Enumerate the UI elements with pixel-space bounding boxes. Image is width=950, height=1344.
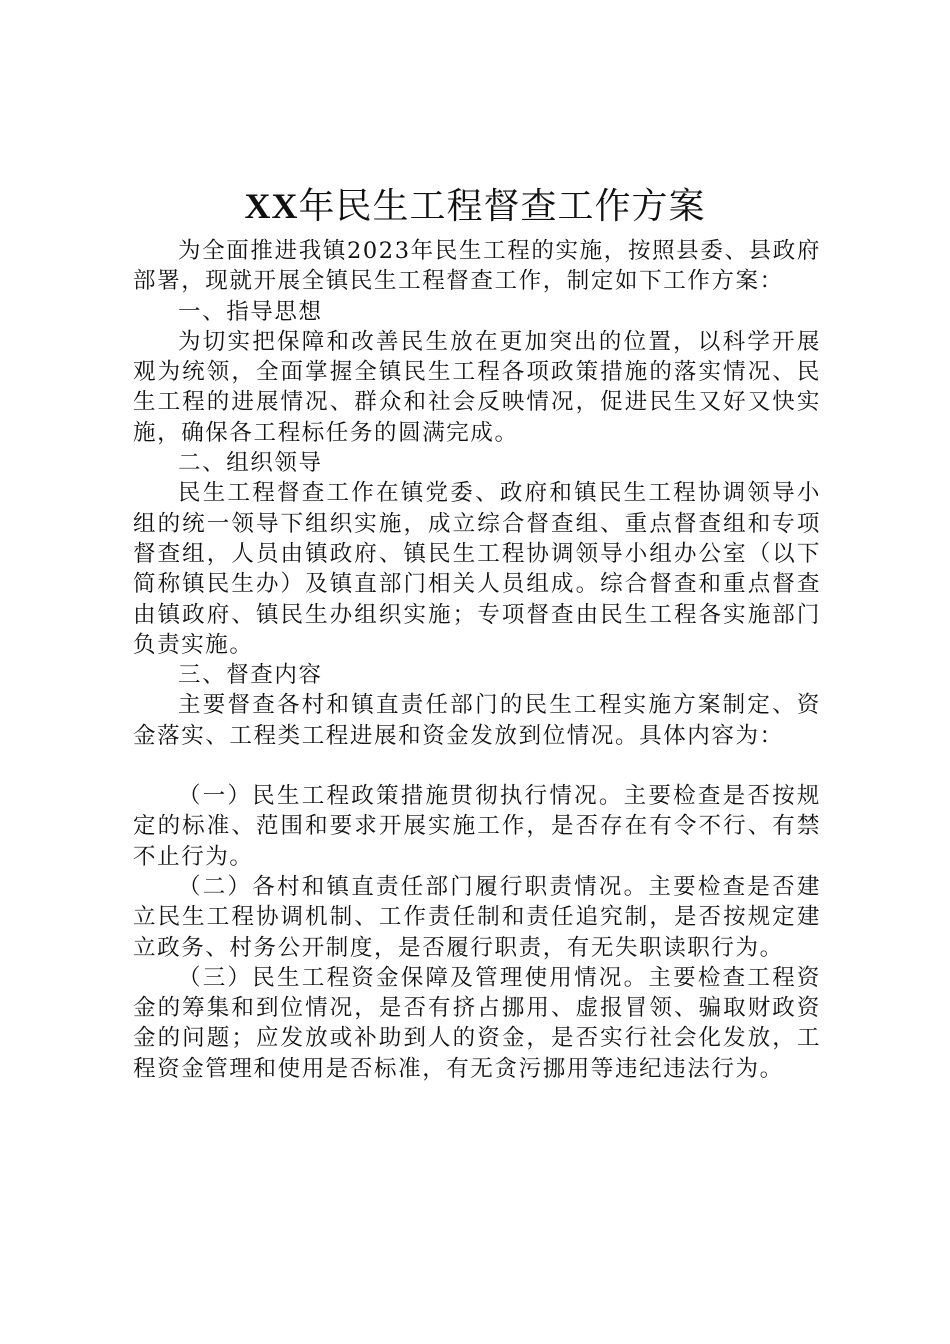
document-title <box>0 180 950 233</box>
inspection-content-paragraph: 主要督查各村和镇直责任部门的民生工程实施方案制定、资金落实、工程类工程进展和资金发放到位情况。具体内容为： <box>133 692 821 749</box>
section-heading-organization: 二、组织领导 <box>178 450 323 477</box>
item-2-paragraph: （二）各村和镇直责任部门履行职责情况。主要检查是否建立民生工程协调机制、工作责任制和责任追究制，是否按规定建立政务、村务公开制度，是否履行职责，有无失职读职行为。 <box>133 873 821 961</box>
item-1-paragraph: （一）民生工程政策措施贯彻执行情况。主要检查是否按规定的标准、范围和要求开展实施工作，是否存在有令不行、有禁不止行为。 <box>133 783 821 870</box>
section-heading-inspection-content: 三、督查内容 <box>178 662 323 689</box>
guiding-ideology-paragraph: 为切实把保障和改善民生放在更加突出的位置，以科学开展观为统领，全面掌握全镇民生工程各项政策措施的落实情况、民生工程的进展情况、群众和社会反映情况，促进民生又好又快实施，确保各工程标任务的圆满完成。 <box>133 328 821 446</box>
document-title-text: 年民生工程督查工作方案 <box>298 186 706 227</box>
intro-paragraph: 为全面推进我镇2023年民生工程的实施，按照县委、县政府部署，现就开展全镇民生工程督查工作，制定如下工作方案： <box>133 238 821 295</box>
document-body <box>133 236 821 1084</box>
item-3-paragraph: （三）民生工程资金保障及管理使用情况。主要检查工程资金的筹集和到位情况，是否有挤占挪用、虚报冒领、骗取财政资金的问题；应发放或补助到人的资金，是否实行社会化发放，工程资金管理和使用是否标准，有无贪污挪用等违纪违法行为。 <box>133 964 821 1082</box>
section-heading-guiding-ideology: 一、指导思想 <box>178 298 323 325</box>
organization-paragraph: 民生工程督查工作在镇党委、政府和镇民生工程协调领导小组的统一领导下组织实施，成立综合督查组、重点督查组和专项督查组，人员由镇政府、镇民生工程协调领导小组办公室（以下简称镇民生办）及镇直部门相关人员组成。综合督查和重点督查由镇政府、镇民生办组织实施；专项督查由民生工程各实施部门负责实施。 <box>133 480 821 658</box>
document-title-prefix: XX <box>244 186 299 226</box>
